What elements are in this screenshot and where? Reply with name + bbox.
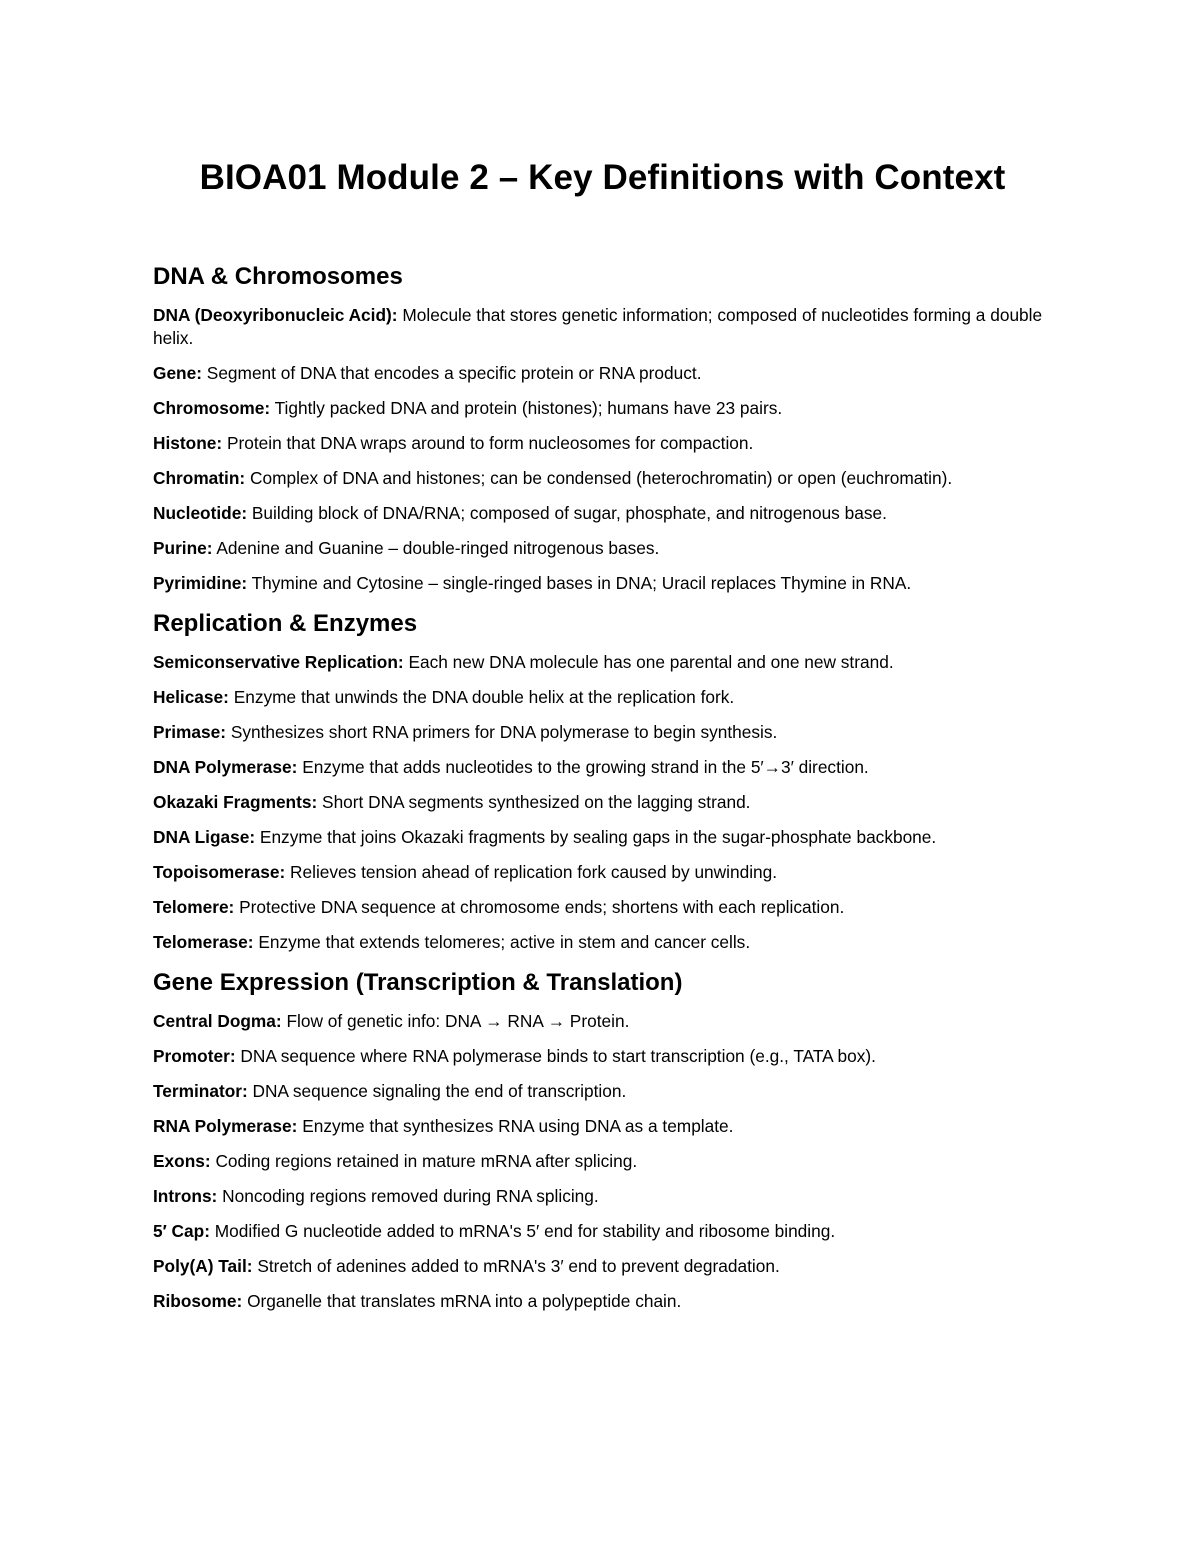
definition-term: Telomerase: [153,932,254,952]
definition-item [153,467,1050,490]
definition-text: DNA sequence where RNA polymerase binds to start transcription (e.g., TATA box). [240,1046,876,1066]
definition-term: Chromosome: [153,398,271,418]
section-gene-expression [153,968,1050,1313]
definition-text: DNA sequence signaling the end of transcription. [252,1081,627,1101]
definition-item [153,397,1050,420]
definition-text: Protein that DNA wraps around to form nucleosomes for compaction. [226,433,754,453]
definition-item [153,931,1050,954]
definition-item [153,686,1050,709]
definition-term: DNA Ligase: [153,827,256,847]
definition-term: Poly(A) Tail: [153,1256,253,1276]
definition-text: Relieves tension ahead of replication fork caused by unwinding. [290,862,778,882]
definition-term: Telomere: [153,897,235,917]
definition-item [153,791,1050,814]
definition-text: Segment of DNA that encodes a specific protein or RNA product. [206,363,702,383]
definition-text: Enzyme that synthesizes RNA using DNA as a template. [302,1116,734,1136]
definition-term: Terminator: [153,1081,248,1101]
definition-item [153,362,1050,385]
definition-item [153,572,1050,595]
definition-item [153,1010,1050,1033]
definition-item [153,1150,1050,1173]
section-heading: Replication & Enzymes [153,610,418,637]
definition-term: DNA Polymerase: [153,757,298,777]
definition-text: Building block of DNA/RNA; composed of sugar, phosphate, and nitrogenous base. [251,503,887,523]
definition-item [153,1255,1050,1278]
definition-term: 5′ Cap: [153,1221,210,1241]
definition-text: Noncoding regions removed during RNA splicing. [222,1186,599,1206]
section-replication-enzymes [153,609,1050,954]
definition-item [153,1220,1050,1243]
definition-text: Enzyme that adds nucleotides to the growing strand in the 5′→3′ direction. [302,757,869,777]
definition-term: Nucleotide: [153,503,248,523]
definition-term: Pyrimidine: [153,573,248,593]
definition-term: Histone: [153,433,223,453]
definition-term: Chromatin: [153,468,246,488]
definition-term: Okazaki Fragments: [153,792,318,812]
definition-text: Thymine and Cytosine – single-ringed bases in DNA; Uracil replaces Thymine in RNA. [251,573,912,593]
definition-term: Promoter: [153,1046,236,1066]
definition-term: Introns: [153,1186,218,1206]
definition-item [153,1185,1050,1208]
definition-term: Purine: [153,538,213,558]
definition-text: Modified G nucleotide added to mRNA's 5′ end for stability and ribosome binding. [214,1221,836,1241]
definition-list [153,304,1050,595]
definition-text: Coding regions retained in mature mRNA after splicing. [215,1151,638,1171]
definition-term: Exons: [153,1151,211,1171]
section-dna-chromosomes [153,262,1050,595]
definition-text: Stretch of adenines added to mRNA's 3′ end to prevent degradation. [257,1256,780,1276]
definition-item [153,1080,1050,1103]
definition-text: Molecule that stores genetic information; composed of nucleotides forming a double helix. [153,305,1043,348]
definition-text: Tightly packed DNA and protein (histones); humans have 23 pairs. [274,398,783,418]
definition-item [153,537,1050,560]
definition-text: Adenine and Guanine – double-ringed nitrogenous bases. [216,538,660,558]
definition-item [153,304,1050,350]
definition-item [153,896,1050,919]
definition-term: Central Dogma: [153,1011,282,1031]
definition-text: Complex of DNA and histones; can be condensed (heterochromatin) or open (euchromatin). [249,468,953,488]
section-heading: DNA & Chromosomes [153,263,403,290]
definition-item [153,502,1050,525]
definition-term: Topoisomerase: [153,862,286,882]
definition-term: Semiconservative Replication: [153,652,404,672]
definition-text: Enzyme that unwinds the DNA double helix at the replication fork. [233,687,735,707]
definition-item [153,1045,1050,1068]
definition-item [153,721,1050,744]
definition-term: DNA (Deoxyribonucleic Acid): [153,305,398,325]
definition-item [153,756,1050,779]
document-title: BIOA01 Module 2 – Key Definitions with Context [199,158,1006,197]
definition-item [153,651,1050,674]
definition-term: Primase: [153,722,227,742]
definition-text: Organelle that translates mRNA into a polypeptide chain. [247,1291,682,1311]
definition-text: Enzyme that extends telomeres; active in stem and cancer cells. [258,932,751,952]
definition-text: Enzyme that joins Okazaki fragments by sealing gaps in the sugar-phosphate backbone. [259,827,937,847]
definition-text: Short DNA segments synthesized on the lagging strand. [322,792,751,812]
definition-item [153,1290,1050,1313]
section-heading: Gene Expression (Transcription & Translation) [153,969,683,996]
definition-term: Helicase: [153,687,229,707]
definition-item [153,432,1050,455]
definition-list [153,651,1050,954]
definition-text: Protective DNA sequence at chromosome ends; shortens with each replication. [239,897,845,917]
definition-item [153,826,1050,849]
definition-term: Gene: [153,363,202,383]
definition-list [153,1010,1050,1313]
definition-term: Ribosome: [153,1291,243,1311]
definition-text: Synthesizes short RNA primers for DNA polymerase to begin synthesis. [230,722,778,742]
definition-item [153,1115,1050,1138]
definition-term: RNA Polymerase: [153,1116,298,1136]
definition-item [153,861,1050,884]
definition-text: Flow of genetic info: DNA → RNA → Protein. [286,1011,630,1031]
definition-text: Each new DNA molecule has one parental and one new strand. [408,652,894,672]
